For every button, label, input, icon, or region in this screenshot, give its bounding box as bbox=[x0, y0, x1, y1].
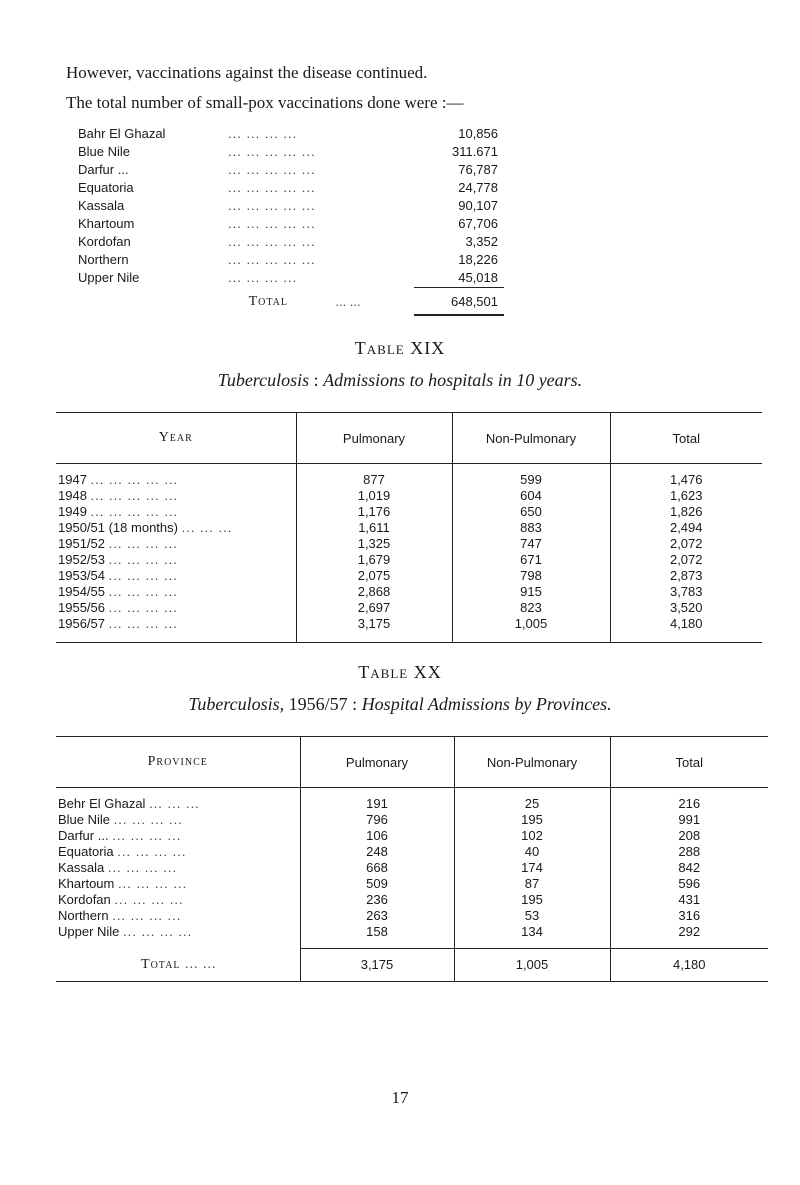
list-item bbox=[78, 125, 518, 143]
table-row bbox=[56, 536, 762, 552]
leader-dots: ... ... ... ... ... bbox=[90, 488, 179, 503]
leader-dots: ... ... ... ... bbox=[228, 126, 298, 141]
non-pulmonary-cell: 195 bbox=[454, 812, 610, 828]
leader-dots: ... ... ... ... bbox=[118, 876, 188, 891]
grand-total-cell: 4,180 bbox=[610, 949, 768, 982]
table-row bbox=[56, 568, 762, 584]
leader-dots: ... ... ... ... bbox=[107, 860, 178, 875]
non-pulmonary-cell: 599 bbox=[452, 472, 610, 488]
leader-dots: ... ... ... ... ... bbox=[228, 234, 316, 249]
total-cell: 842 bbox=[610, 860, 768, 876]
leader-dots: ... ... ... ... bbox=[112, 828, 182, 843]
vaccination-list bbox=[78, 125, 518, 316]
spacer-row bbox=[56, 940, 768, 949]
vaccination-count: 18,226 bbox=[458, 252, 498, 267]
intro-line-1: However, vaccinations against the disease continued. bbox=[66, 63, 428, 82]
leader-dots: ... ... ... ... bbox=[108, 616, 178, 631]
pulmonary-cell: 1,325 bbox=[296, 536, 452, 552]
table-row bbox=[56, 828, 768, 844]
year-label: 1955/56 bbox=[58, 600, 105, 615]
total-rule bbox=[414, 314, 504, 316]
table-row bbox=[56, 812, 768, 828]
list-item bbox=[78, 233, 518, 251]
leader-dots: ... ... ... ... ... bbox=[90, 504, 179, 519]
intro-text bbox=[66, 58, 464, 118]
total-cell: 1,826 bbox=[610, 504, 762, 520]
pulmonary-cell: 3,175 bbox=[296, 616, 452, 632]
total-cell: 991 bbox=[610, 812, 768, 828]
non-pulmonary-cell: 823 bbox=[452, 600, 610, 616]
non-pulmonary-cell: 174 bbox=[454, 860, 610, 876]
pulmonary-cell: 1,679 bbox=[296, 552, 452, 568]
pulmonary-cell: 2,697 bbox=[296, 600, 452, 616]
non-pulmonary-total-cell: 1,005 bbox=[454, 949, 610, 982]
table-row bbox=[56, 552, 762, 568]
province-label: Upper Nile bbox=[58, 924, 120, 939]
vaccination-count: 76,787 bbox=[458, 162, 498, 177]
leader-dots: ... ... ... ... bbox=[108, 600, 178, 615]
leader-dots: ... ... ... ... bbox=[108, 568, 178, 583]
total-cell: 1,476 bbox=[610, 472, 762, 488]
vaccination-total-row bbox=[78, 290, 518, 314]
table-20-subtitle-desc: Hospital Admissions by Provinces. bbox=[361, 694, 612, 714]
spacer-row bbox=[56, 464, 762, 473]
pulmonary-cell: 796 bbox=[300, 812, 454, 828]
total-label: Total bbox=[141, 956, 181, 972]
pulmonary-cell: 1,176 bbox=[296, 504, 452, 520]
table-20-subtitle bbox=[0, 694, 800, 715]
table-20-caption: Table XX bbox=[358, 662, 442, 682]
year-label: 1947 bbox=[58, 472, 87, 487]
pulmonary-cell: 2,868 bbox=[296, 584, 452, 600]
column-header-non-pulmonary: Non-Pulmonary bbox=[454, 737, 610, 788]
table-header-row bbox=[56, 737, 768, 788]
total-cell: 3,783 bbox=[610, 584, 762, 600]
non-pulmonary-cell: 883 bbox=[452, 520, 610, 536]
total-cell: 2,072 bbox=[610, 536, 762, 552]
province-label: Northern bbox=[58, 908, 109, 923]
leader-dots: ... ... ... ... ... bbox=[90, 472, 179, 487]
vaccination-count: 67,706 bbox=[458, 216, 498, 231]
non-pulmonary-cell: 915 bbox=[452, 584, 610, 600]
column-header-total: Total bbox=[610, 737, 768, 788]
total-cell: 2,494 bbox=[610, 520, 762, 536]
table-row bbox=[56, 892, 768, 908]
total-cell: 2,072 bbox=[610, 552, 762, 568]
leader-dots: ... ... bbox=[184, 956, 217, 972]
non-pulmonary-cell: 102 bbox=[454, 828, 610, 844]
year-label: 1948 bbox=[58, 488, 87, 503]
total-cell: 3,520 bbox=[610, 600, 762, 616]
province-name: Kassala bbox=[78, 198, 125, 213]
pulmonary-cell: 236 bbox=[300, 892, 454, 908]
total-cell: 288 bbox=[610, 844, 768, 860]
pulmonary-cell: 668 bbox=[300, 860, 454, 876]
total-cell: 4,180 bbox=[610, 616, 762, 632]
total-cell: 292 bbox=[610, 924, 768, 940]
vaccination-count: 311.671 bbox=[451, 144, 498, 159]
vaccination-count: 3,352 bbox=[465, 234, 498, 249]
non-pulmonary-cell: 53 bbox=[454, 908, 610, 924]
non-pulmonary-cell: 87 bbox=[454, 876, 610, 892]
pulmonary-cell: 263 bbox=[300, 908, 454, 924]
table-20-subtitle-topic: Tuberculosis, bbox=[188, 694, 285, 714]
column-header-pulmonary: Pulmonary bbox=[296, 413, 452, 464]
pulmonary-cell: 191 bbox=[300, 796, 454, 812]
table-19-caption: Table XIX bbox=[354, 338, 446, 358]
pulmonary-total-cell: 3,175 bbox=[300, 949, 454, 982]
non-pulmonary-cell: 1,005 bbox=[452, 616, 610, 632]
province-label: Darfur ... bbox=[58, 828, 109, 843]
province-name: Khartoum bbox=[78, 216, 135, 231]
pulmonary-cell: 877 bbox=[296, 472, 452, 488]
table-row bbox=[56, 616, 762, 632]
vaccination-count: 45,018 bbox=[458, 270, 498, 285]
leader-dots: ... ... ... ... ... bbox=[228, 216, 316, 231]
province-label: Khartoum bbox=[58, 876, 115, 891]
subtitle-separator: : bbox=[309, 370, 324, 390]
table-row bbox=[56, 908, 768, 924]
list-item bbox=[78, 215, 518, 233]
column-header-pulmonary: Pulmonary bbox=[300, 737, 454, 788]
non-pulmonary-cell: 195 bbox=[454, 892, 610, 908]
province-name: Darfur ... bbox=[78, 162, 129, 177]
leader-dots: ... ... ... ... bbox=[123, 924, 193, 939]
vaccination-count: 24,778 bbox=[458, 180, 498, 195]
table-20-subtitle-year: 1956/57 : bbox=[284, 694, 362, 714]
year-label: 1954/55 bbox=[58, 584, 105, 599]
table-row bbox=[56, 520, 762, 536]
table-row bbox=[56, 796, 768, 812]
table-row bbox=[56, 584, 762, 600]
intro-line-2: The total number of small-pox vaccinations done were :— bbox=[66, 93, 464, 112]
pulmonary-cell: 1,611 bbox=[296, 520, 452, 536]
spacer-row bbox=[56, 632, 762, 643]
leader-dots: ... ... ... ... bbox=[112, 908, 182, 923]
total-cell: 2,873 bbox=[610, 568, 762, 584]
page-number: 17 bbox=[391, 1088, 409, 1107]
year-label: 1952/53 bbox=[58, 552, 105, 567]
non-pulmonary-cell: 40 bbox=[454, 844, 610, 860]
province-label: Equatoria bbox=[58, 844, 114, 859]
list-item bbox=[78, 161, 518, 179]
list-item bbox=[78, 179, 518, 197]
pulmonary-cell: 509 bbox=[300, 876, 454, 892]
total-cell: 596 bbox=[610, 876, 768, 892]
pulmonary-cell: 158 bbox=[300, 924, 454, 940]
table-19-subtitle bbox=[0, 370, 800, 391]
leader-dots: ... ... ... ... bbox=[108, 584, 178, 599]
column-header-total: Total bbox=[610, 413, 762, 464]
total-cell: 208 bbox=[610, 828, 768, 844]
column-header-year: Year bbox=[56, 413, 296, 464]
leader-dots: ... ... ... ... ... bbox=[228, 162, 316, 177]
province-label: Behr El Ghazal bbox=[58, 796, 146, 811]
list-item bbox=[78, 143, 518, 161]
non-pulmonary-cell: 134 bbox=[454, 924, 610, 940]
leader-dots: ... ... ... bbox=[181, 520, 233, 535]
table-row bbox=[56, 488, 762, 504]
leader-dots: ... ... ... ... bbox=[108, 536, 178, 551]
province-label: Blue Nile bbox=[58, 812, 111, 827]
table-header-row bbox=[56, 413, 762, 464]
leader-dots: ... ... ... bbox=[149, 796, 200, 811]
leader-dots: ... ... ... ... ... bbox=[228, 198, 316, 213]
table-row bbox=[56, 924, 768, 940]
non-pulmonary-cell: 604 bbox=[452, 488, 610, 504]
spacer-row bbox=[56, 788, 768, 797]
non-pulmonary-cell: 25 bbox=[454, 796, 610, 812]
leader-dots: ... ... ... ... bbox=[108, 552, 178, 567]
leader-dots: ... ... ... ... bbox=[228, 270, 298, 285]
table-row bbox=[56, 876, 768, 892]
non-pulmonary-cell: 798 bbox=[452, 568, 610, 584]
column-header-province: Province bbox=[56, 737, 300, 788]
province-name: Bahr El Ghazal bbox=[78, 126, 166, 141]
non-pulmonary-cell: 650 bbox=[452, 504, 610, 520]
leader-dots: ... ... ... ... ... bbox=[228, 144, 316, 159]
leader-dots: ... ... ... ... bbox=[113, 812, 183, 827]
vaccination-total: 648,501 bbox=[451, 294, 498, 309]
year-label: 1953/54 bbox=[58, 568, 105, 583]
non-pulmonary-cell: 671 bbox=[452, 552, 610, 568]
year-label: 1956/57 bbox=[58, 616, 105, 631]
year-label: 1949 bbox=[58, 504, 87, 519]
leader-dots: ... ... bbox=[335, 294, 361, 309]
column-header-non-pulmonary: Non-Pulmonary bbox=[452, 413, 610, 464]
non-pulmonary-cell: 747 bbox=[452, 536, 610, 552]
table-row bbox=[56, 860, 768, 876]
table-19-subtitle-topic: Tuberculosis bbox=[217, 370, 310, 390]
total-cell: 431 bbox=[610, 892, 768, 908]
total-cell: 1,623 bbox=[610, 488, 762, 504]
year-label: 1951/52 bbox=[58, 536, 105, 551]
table-row bbox=[56, 472, 762, 488]
leader-dots: ... ... ... ... bbox=[117, 844, 187, 859]
province-name: Kordofan bbox=[78, 234, 131, 249]
list-item bbox=[78, 197, 518, 215]
total-cell: 216 bbox=[610, 796, 768, 812]
table-19 bbox=[56, 412, 762, 643]
table-row bbox=[56, 600, 762, 616]
leader-dots: ... ... ... ... ... bbox=[228, 180, 316, 195]
province-name: Upper Nile bbox=[78, 270, 140, 285]
total-label: Total bbox=[248, 294, 288, 309]
province-label: Kassala bbox=[58, 860, 105, 875]
vaccination-count: 10,856 bbox=[458, 126, 498, 141]
province-label: Kordofan bbox=[58, 892, 111, 907]
table-total-row bbox=[56, 949, 768, 982]
pulmonary-cell: 2,075 bbox=[296, 568, 452, 584]
year-label: 1950/51 (18 months) bbox=[58, 520, 178, 535]
province-name: Blue Nile bbox=[78, 144, 131, 159]
table-row bbox=[56, 504, 762, 520]
pulmonary-cell: 248 bbox=[300, 844, 454, 860]
province-name: Northern bbox=[78, 252, 129, 267]
table-20 bbox=[56, 736, 768, 982]
table-19-subtitle-desc: Admissions to hospitals in 10 years. bbox=[323, 370, 583, 390]
leader-dots: ... ... ... ... bbox=[114, 892, 184, 907]
table-row bbox=[56, 844, 768, 860]
pulmonary-cell: 1,019 bbox=[296, 488, 452, 504]
list-item bbox=[78, 269, 518, 287]
total-cell: 316 bbox=[610, 908, 768, 924]
vaccination-count: 90,107 bbox=[458, 198, 498, 213]
province-name: Equatoria bbox=[78, 180, 134, 195]
pulmonary-cell: 106 bbox=[300, 828, 454, 844]
sum-rule bbox=[414, 287, 504, 288]
leader-dots: ... ... ... ... ... bbox=[228, 252, 316, 267]
list-item bbox=[78, 251, 518, 269]
